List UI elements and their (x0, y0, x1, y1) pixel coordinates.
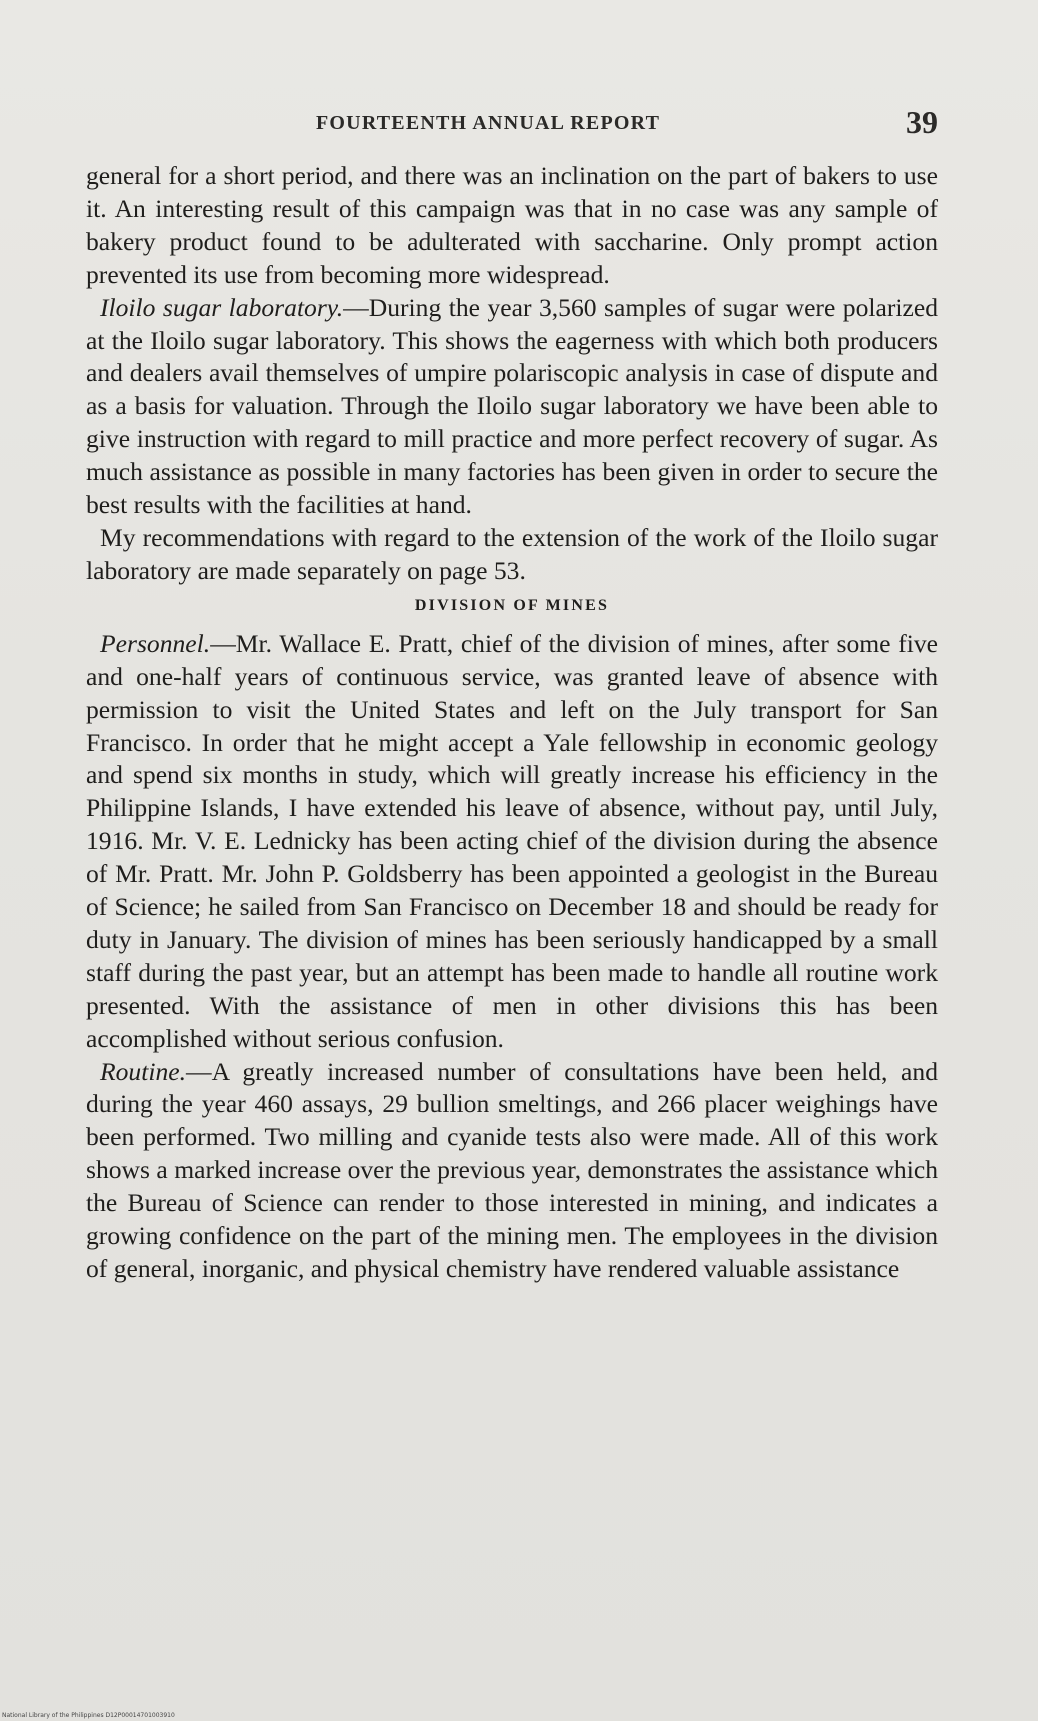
page-header (86, 100, 938, 144)
body-text (86, 160, 938, 1286)
scan-footer: National Library of the Philippines D12P00014701003910 (2, 1712, 175, 1719)
paragraph-iloilo-laboratory (86, 292, 938, 522)
page-number: 39 (906, 104, 938, 140)
paragraph-routine (86, 1056, 938, 1286)
section-title-division-of-mines: DIVISION OF MINES (414, 596, 610, 614)
paragraph-personnel-text: —Mr. Wallace E. Pratt, chief of the division of mines, after some five and one-half years of continuous service, was granted leave of absence with permission to visit the United States and left on the July transport for San Francisco. In order that he might accept a Yale fellowship in economic geology and spend six months in study, which will greatly increase his efficiency in the Philippine Islands, I have extended his leave of absence, without pay, until July, 1916. Mr. V. E. Lednicky has been acting chief of the division during the absence of Mr. Pratt. Mr. John P. Goldsberry has been appointed a geologist in the Bureau of Science; he sailed from San Francisco on December 18 and should be ready for duty in January. The division of mines has been seriously handicapped by a small staff during the past year, but an attempt has been made to handle all routine work presented. With the assistance of men in other divisions this has been accomplished without serious confusion. (86, 628, 938, 1053)
paragraph-recommendations: My recommendations with regard to the extension of the work of the Iloilo sugar laboratory are made separately on page 53. (86, 522, 938, 585)
paragraph-bakery: general for a short period, and there was an inclination on the part of bakers to use it. An interesting result of this campaign was that in no case was any sample of bakery product found to be adulterated with saccharine. Only prompt action prevented its use from becoming more widespread. (86, 161, 938, 289)
paragraph-lead-personnel: Personnel. (100, 628, 211, 658)
paragraph-lead-iloilo: Iloilo sugar laboratory. (100, 292, 344, 322)
paragraph-iloilo-text: —During the year 3,560 samples of sugar were polarized at the Iloilo sugar laboratory. This shows the eagerness with which both producers and dealers avail themselves of umpire polariscopic analysis in case of dispute and as a basis for valuation. Through the Iloilo sugar laboratory we have been able to give instruction with regard to mill practice and more perfect recovery of sugar. As much assistance as possible in many factories has been given in order to secure the best results with the facilities at hand. (86, 292, 938, 520)
running-head: FOURTEENTH ANNUAL REPORT (316, 112, 661, 134)
paragraph-lead-routine: Routine. (100, 1056, 187, 1086)
paragraph-personnel (86, 628, 938, 1056)
paragraph-routine-text: —A greatly increased number of consultations have been held, and during the year 460 assays, 29 bullion smeltings, and 266 placer weighings have been performed. Two milling and cyanide tests also were made. All of this work shows a marked increase over the previous year, demonstrates the assistance which the Bureau of Science can render to those interested in mining, and indicates a growing confidence on the part of the mining men. The employees in the division of general, inorganic, and physical chemistry have rendered valuable assistance (86, 1056, 938, 1283)
